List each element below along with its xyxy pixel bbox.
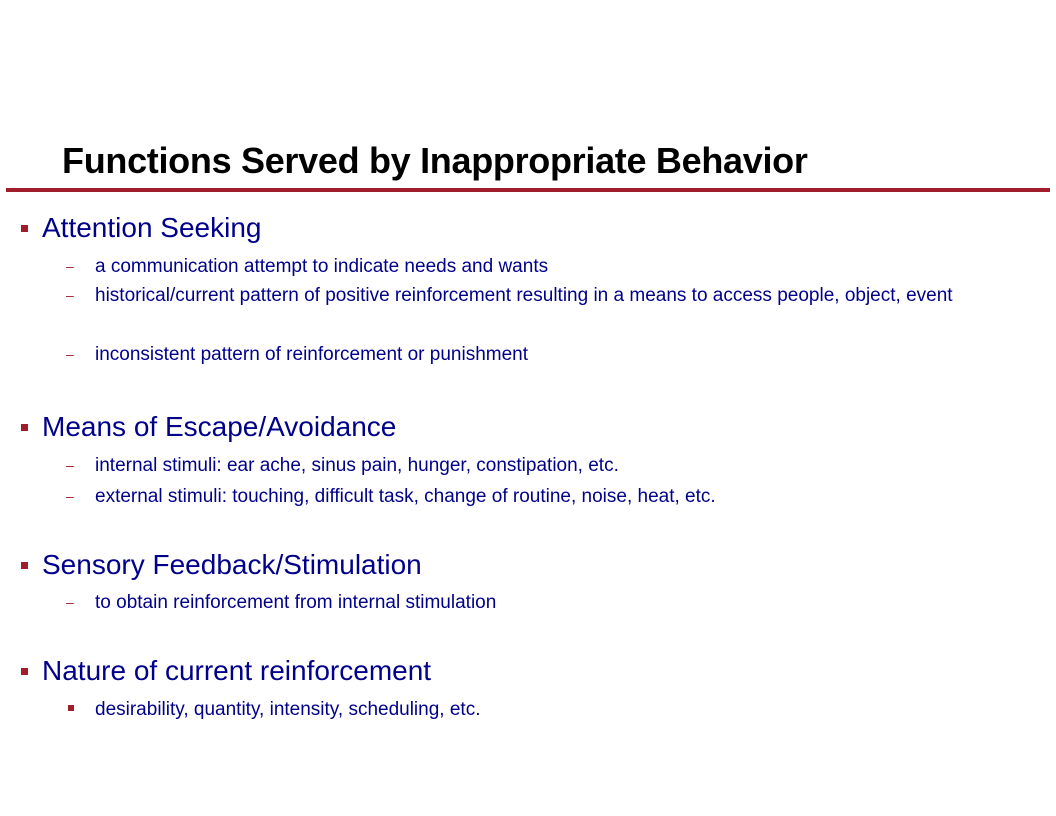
dash-bullet-icon: – <box>66 594 74 610</box>
dash-bullet-icon: – <box>66 287 74 303</box>
bullet-current-reinforcement: Nature of current reinforcement <box>42 655 432 686</box>
dash-bullet-icon: – <box>66 457 74 473</box>
sub-bullet-text: to obtain reinforcement from internal stimulation <box>95 592 497 613</box>
sub-bullet <box>66 281 1025 310</box>
sub-bullet-text: internal stimuli: ear ache, sinus pain, hunger, constipation, etc. <box>95 455 619 476</box>
dash-bullet-icon: – <box>66 258 74 274</box>
dash-bullet-icon: – <box>66 488 74 504</box>
slide-title: Functions Served by Inappropriate Behavior <box>62 140 808 181</box>
square-bullet-icon <box>68 705 74 711</box>
sub-bullet-text: desirability, quantity, intensity, scheduling, etc. <box>95 699 481 720</box>
sub-bullet <box>66 252 1025 281</box>
sub-bullet <box>66 451 1025 480</box>
sub-bullet <box>66 588 1025 617</box>
sub-bullet <box>66 340 1025 369</box>
sub-bullet <box>95 695 1025 724</box>
bullet-sensory-feedback: Sensory Feedback/Stimulation <box>42 549 422 580</box>
sub-bullet-text: historical/current pattern of positive reinforcement resulting in a means to access people, object, event <box>95 285 953 306</box>
dash-bullet-icon: – <box>66 346 74 362</box>
sub-bullet-text: external stimuli: touching, difficult task, change of routine, noise, heat, etc. <box>95 486 716 507</box>
sub-bullet-text: inconsistent pattern of reinforcement or punishment <box>95 344 529 365</box>
sub-bullet <box>66 482 1025 511</box>
sub-bullet-text: a communication attempt to indicate needs and wants <box>95 256 549 277</box>
bullet-attention-seeking: Attention Seeking <box>42 212 262 243</box>
bullet-escape-avoidance: Means of Escape/Avoidance <box>42 411 397 442</box>
